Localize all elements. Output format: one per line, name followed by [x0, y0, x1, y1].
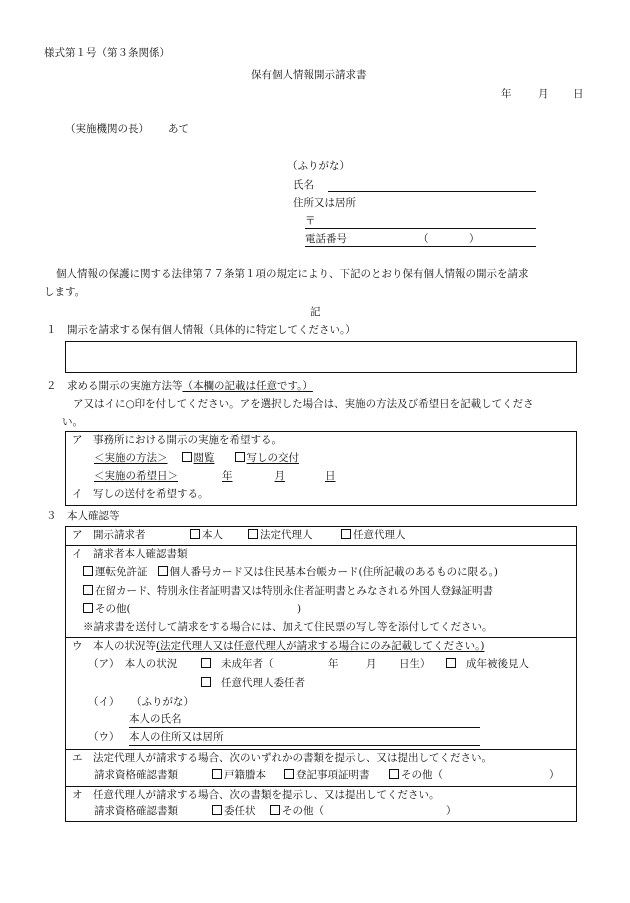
principal-address-field[interactable] [129, 745, 480, 746]
checkbox-icon [182, 452, 192, 462]
minor-birth-year: 年 [328, 658, 339, 670]
form-number-label: 様式第１号（第３条関係） [44, 47, 170, 59]
requester-address-label: 住所又は居所 [293, 197, 356, 209]
voluntary-agent-docs-label: 請求資格確認書類 [94, 805, 178, 817]
legal-agent-docs-label: 請求資格確認書類 [94, 769, 178, 781]
id-documents-label: イ 請求者本人確認書類 [72, 548, 188, 560]
addressee: （実施機関の長） [65, 123, 149, 135]
checkbox-icon [389, 769, 399, 779]
principal-address-label: 本人の住所又は居所 [129, 731, 224, 743]
checkbox-icon [83, 566, 93, 576]
other-document-checkbox[interactable]: その他( [83, 603, 131, 616]
requester-self-checkbox[interactable]: 本人 [190, 529, 223, 542]
principal-name-field[interactable] [129, 727, 480, 728]
desired-date-year: 年 [222, 470, 233, 482]
intro-line-2: します。 [44, 286, 86, 298]
ki-heading: 記 [310, 306, 321, 318]
method-row [94, 452, 313, 465]
power-of-attorney-checkbox[interactable]: 委任状 [212, 805, 256, 818]
date-day-label: 日 [573, 88, 584, 100]
principal-address-item-label: （ウ） [88, 731, 120, 743]
principal-furigana: （ふりがな） [131, 696, 194, 708]
option-i-text[interactable]: イ 写しの送付を希望する。 [72, 488, 209, 500]
requester-voluntary-agent-checkbox[interactable]: 任意代理人 [341, 529, 406, 542]
adult-ward-checkbox[interactable]: 成年被後見人 [446, 658, 529, 671]
requester-name-label: 氏名 [293, 179, 314, 191]
requester-address-field[interactable] [305, 228, 536, 229]
minor-birth-day: 日生） [399, 658, 431, 670]
legal-other-checkbox[interactable]: その他（ [389, 769, 443, 782]
koseki-checkbox[interactable]: 戸籍謄本 [212, 769, 266, 782]
id-documents-note: ※請求書を送付して請求をする場合には、加えて住民票の写し等を添付してください。 [83, 621, 493, 633]
principal-status-note: (法定代理人又は任意代理人が請求する場合にのみ記載してください。) [156, 640, 485, 652]
legal-agent-instruction: エ 法定代理人が請求する場合、次のいずれかの書類を提示し、又は提出してください。 [72, 752, 492, 764]
id-documents-row-1 [83, 566, 498, 579]
option-a-text[interactable]: ア 事務所における開示の実施を希望する。 [72, 434, 282, 446]
voluntary-agent-instruction: オ 任意代理人が請求する場合、次の書類を提示し、又は提出してください。 [72, 789, 440, 801]
voluntary-principal-checkbox[interactable]: 任意代理人委任者 [201, 677, 305, 690]
requester-furigana: （ふりがな） [287, 160, 350, 172]
form-title: 保有個人情報開示請求書 [251, 69, 367, 81]
checkbox-icon [83, 603, 93, 613]
principal-name-label: 本人の氏名 [129, 713, 182, 725]
phone-paren-close: ） [469, 233, 480, 245]
requester-type-label: ア 開示請求者 [72, 529, 146, 541]
addressee-suffix: あて [168, 123, 189, 135]
checkbox-icon [248, 529, 258, 539]
checkbox-icon [212, 769, 222, 779]
checkbox-icon [212, 805, 222, 815]
desired-date-day: 日 [325, 470, 336, 482]
residence-card-checkbox[interactable]: 在留カード、特別永住者証明書又は特別永住者証明書とみなされる外国人登録証明書 [83, 585, 493, 598]
phone-paren-open: （ [418, 233, 429, 245]
checkbox-icon [341, 529, 351, 539]
checkbox-icon [235, 452, 245, 462]
section1-label: １ 開示を請求する保有個人情報（具体的に特定してください。） [46, 324, 356, 336]
date-month-label: 月 [538, 88, 549, 100]
other-document-close: ) [297, 603, 302, 615]
drivers-license-checkbox[interactable]: 運転免許証 [83, 566, 148, 578]
principal-status-label: ウ 本人の状況等 [72, 640, 156, 652]
checkbox-icon [270, 805, 280, 815]
requester-name-field[interactable] [328, 191, 536, 192]
section3-label: ３ 本人確認等 [46, 510, 120, 522]
section2-label [46, 380, 313, 393]
row-divider [65, 545, 577, 546]
section2-label-note: （本欄の記載は任意です。） [182, 380, 313, 392]
section2-label-main: ２ 求める開示の実施方法等 [46, 380, 183, 392]
voluntary-other-close: ） [446, 805, 457, 817]
row-divider [65, 749, 577, 750]
method-view-checkbox[interactable]: 閲覧 [182, 452, 215, 464]
checkbox-icon [201, 677, 211, 687]
legal-other-close: ） [549, 769, 560, 781]
requester-phone-field[interactable] [305, 246, 536, 247]
principal-name-item-label: （イ） [88, 696, 120, 708]
row-divider [65, 786, 577, 787]
mynumber-card-checkbox[interactable]: 個人番号カード又は住民基本台帳カード(住所記載のあるものに限る。) [158, 566, 498, 578]
checkbox-icon [284, 769, 294, 779]
checkbox-icon [201, 658, 211, 668]
section2-instructions-1: ア又はイに○印を付してください。アを選択した場合は、実施の方法及び希望日を記載してくださ [73, 398, 534, 410]
registry-certificate-checkbox[interactable]: 登記事項証明書 [284, 769, 370, 782]
principal-condition-label: （ア） 本人の状況 [88, 658, 178, 670]
postal-mark: 〒 [305, 215, 316, 227]
requested-info-box[interactable] [65, 341, 577, 373]
method-copy-checkbox[interactable]: 写しの交付 [235, 452, 300, 464]
requester-legal-agent-checkbox[interactable]: 法定代理人 [248, 529, 313, 542]
principal-status-heading [72, 640, 484, 653]
voluntary-other-checkbox[interactable]: その他（ [270, 805, 324, 818]
checkbox-icon [158, 566, 168, 576]
date-year-label: 年 [501, 88, 512, 100]
checkbox-icon [83, 585, 93, 595]
checkbox-icon [190, 529, 200, 539]
phone-label: 電話番号 [305, 233, 347, 245]
section2-instructions-2: い。 [62, 416, 83, 428]
checkbox-icon [446, 658, 456, 668]
intro-line-1: 個人情報の保護に関する法律第７７条第１項の規定により、下記のとおり保有個人情報の開示を請求 [56, 268, 529, 280]
method-label: ＜実施の方法＞ [94, 452, 168, 464]
desired-date-month: 月 [274, 470, 285, 482]
minor-checkbox[interactable]: 未成年者（ [201, 658, 274, 671]
minor-birth-month: 月 [366, 658, 377, 670]
row-divider [65, 637, 577, 638]
desired-date-label: ＜実施の希望日＞ [94, 470, 178, 482]
desired-date-row [94, 470, 336, 483]
